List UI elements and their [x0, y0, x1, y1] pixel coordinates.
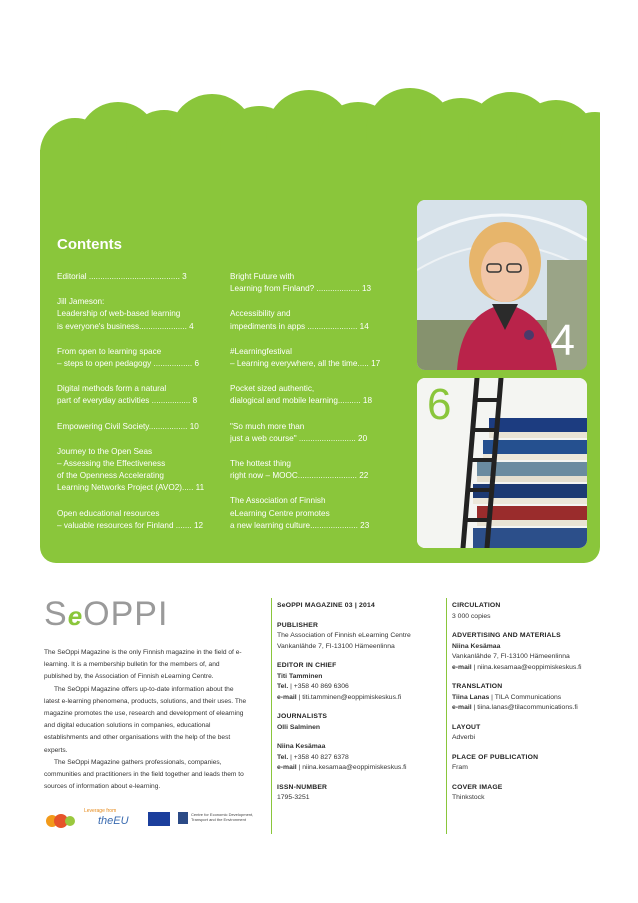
contents-entry-line: Open educational resources: [57, 508, 160, 518]
journalist-name-1: Olli Salminen: [277, 723, 321, 731]
contents-entry-line: – Assessing the Effectiveness: [57, 459, 166, 469]
logo-letter-s: S: [44, 595, 68, 633]
publisher-heading: PUBLISHER: [277, 621, 319, 629]
translation-heading: TRANSLATION: [452, 683, 503, 690]
editor-tel-label: Tel.: [277, 683, 289, 690]
contents-entry[interactable]: [57, 383, 222, 407]
contents-entry-line: right now – MOOC.......................... 22: [230, 471, 369, 481]
contents-entry-line: part of everyday activities ................. 8: [57, 396, 198, 406]
masthead-column-middle: [277, 601, 437, 813]
advertising-name: Niina Kesämaa: [452, 642, 501, 650]
editor-name: Titi Tamminen: [277, 672, 323, 680]
advertising-email: | niina.kesamaa@eoppimiskeskus.fi: [473, 663, 582, 671]
contents-heading: Contents: [57, 236, 122, 253]
contents-entry-line: eLearning Centre promotes: [230, 508, 330, 518]
journalist-name-2: Niina Kesämaa: [277, 743, 326, 750]
contents-entry-line: is everyone's business..................... 4: [57, 321, 194, 331]
publisher-name: The Association of Finnish eLearning Centre: [277, 632, 411, 639]
contents-entry-line: a new learning culture..................... 23: [230, 520, 370, 530]
journalist-tel-label: Tel.: [277, 753, 289, 761]
contents-entry[interactable]: [57, 296, 222, 333]
contents-entry-line: – valuable resources for Finland ....... 12: [57, 520, 204, 530]
editor-email-label: e-mail: [277, 693, 297, 701]
contents-entry-line: Learning Networks Project (AVO2)..... 11: [57, 483, 205, 493]
about-paragraph-2: The SeOppi Magazine offers up-to-date information about the latest e-learning phenomena, products, solutions, and their uses. The magazine promotes the use, research and development of elearning and digital education solutions in companies, educational establishments and other organisations with the help of the best experts.: [44, 685, 247, 754]
journalist-email: | niina.kesamaa@eoppimiskeskus.fi: [298, 764, 407, 771]
contents-entry-line: From open to learning space: [57, 346, 162, 356]
editor-heading: EDITOR IN CHIEF: [277, 662, 337, 669]
masthead-column-right: [452, 601, 617, 813]
contents-entry[interactable]: [230, 421, 395, 445]
contents-entry[interactable]: [230, 495, 395, 532]
portrait-page-number: 4: [550, 316, 575, 365]
layout-heading: LAYOUT: [452, 723, 481, 731]
contents-entry[interactable]: [57, 508, 222, 532]
contents-entry-line: Bright Future with: [230, 272, 295, 281]
column-divider: [446, 598, 447, 834]
layout-value: Adverbi: [452, 734, 476, 741]
publisher-address: Vankanlähde 7, FI-13100 Hämeenlinna: [277, 642, 395, 650]
advertising-heading: ADVERTISING AND MATERIALS: [452, 632, 561, 639]
editor-tel: | +358 40 869 6306: [290, 683, 349, 690]
editor-email: | titi.tamminen@eoppimiskeskus.fi: [298, 693, 402, 701]
books-ladder-photo: [417, 378, 587, 548]
contents-entry-line: Empowering Civil Society................. 10: [57, 421, 199, 431]
contents-entry-line: just a web course" ......................... 20: [230, 433, 368, 443]
the-eu-text: theEU: [98, 815, 129, 827]
ministry-logo: [178, 812, 264, 832]
logo-word-oppi: OPPI: [83, 595, 169, 633]
issn-value: 1795-3251: [277, 794, 310, 801]
contents-entry[interactable]: [230, 271, 395, 295]
journalists-heading: JOURNALISTS: [277, 713, 328, 720]
journalist-tel: | +358 40 827 6378: [290, 753, 349, 761]
partner-logos: [44, 808, 264, 834]
books-page-number: 6: [427, 380, 452, 429]
advertising-address: Vankanlähde 7, FI-13100 Hämeenlinna: [452, 653, 570, 660]
avo2-logo-icon: [44, 811, 78, 831]
journalist-email-label: e-mail: [277, 764, 297, 771]
contents-entry-line: dialogical and mobile learning.......... 18: [230, 396, 373, 406]
contents-entry[interactable]: [230, 458, 395, 482]
leverage-text: Leverage from: [84, 808, 117, 814]
place-value: Fram: [452, 764, 468, 771]
column-divider: [271, 598, 272, 834]
translation-name: Tiina Lanas: [452, 693, 490, 701]
magazine-description: [44, 647, 248, 793]
contents-entry-line: The Association of Finnish: [230, 496, 326, 506]
translation-email-label: e-mail: [452, 704, 472, 711]
place-heading: PLACE OF PUBLICATION: [452, 753, 539, 761]
contents-entry[interactable]: [57, 446, 222, 495]
contents-entry-line: Leadership of web-based learning: [57, 309, 181, 319]
contents-entry[interactable]: [57, 421, 222, 433]
contents-column-left: [57, 271, 222, 545]
about-paragraph-3: The SeOppi Magazine gathers professionals, companies, communities and practitioners in the field together and leads them to sources of information about e-learning.: [44, 758, 244, 791]
contents-column-right: [230, 271, 395, 545]
contents-entry-line: impediments in apps ...................... 14: [230, 321, 369, 331]
circulation-value: 3 000 copies: [452, 612, 491, 620]
advertising-email-label: e-mail: [452, 663, 472, 671]
circulation-heading: CIRCULATION: [452, 602, 501, 609]
contents-entry-line: The hottest thing: [230, 459, 291, 469]
cover-image-heading: COVER IMAGE: [452, 783, 503, 791]
ministry-emblem-icon: [178, 812, 188, 824]
contents-entry-line: – Learning everywhere, all the time..... 17: [230, 359, 381, 369]
translation-company: | TILA Communications: [491, 693, 562, 701]
eu-flag-icon: [148, 812, 170, 826]
contents-entry-line: "So much more than: [230, 421, 305, 431]
ministry-text: Centre for Economic Development, Transport and the Environment: [191, 812, 254, 822]
contents-entry-line: Pocket sized authentic,: [230, 384, 315, 394]
leverage-eu-logo: [84, 808, 144, 834]
logo-letter-e: e: [67, 601, 84, 631]
contents-entry[interactable]: [57, 271, 222, 283]
contents-entry-line: Accessibility and: [230, 309, 291, 319]
contents-entry-line: – steps to open pedagogy ................. 6: [57, 359, 200, 369]
contents-entry[interactable]: [57, 346, 222, 370]
contents-entry-line: #Learningfestival: [230, 346, 292, 356]
about-paragraph-1: The SeOppi Magazine is the only Finnish magazine in the field of e-learning. It is a membership bulletin for the members of, and published by, the Association of Finnish eLearning Centre.: [44, 649, 242, 681]
contents-entry[interactable]: [230, 346, 395, 370]
cover-portrait-photo: [417, 200, 587, 370]
translation-email: | tiina.lanas@tilacommunications.fi: [473, 704, 578, 711]
seoppi-logo: [44, 595, 168, 634]
contents-entry-line: Jill Jameson:: [57, 297, 105, 307]
cover-image-value: Thinkstock: [452, 794, 485, 801]
contents-entry-line: Journey to the Open Seas: [57, 446, 153, 456]
issue-heading: SeOPPI MAGAZINE 03 | 2014: [277, 602, 375, 609]
contents-entry[interactable]: [230, 308, 395, 332]
contents-entry-line: Learning from Finland? ................... 13: [230, 284, 372, 294]
issn-heading: ISSN-NUMBER: [277, 783, 328, 791]
contents-entry-line: Digital methods form a natural: [57, 384, 167, 394]
contents-entry-line: Editorial ........................................ 3: [57, 272, 187, 281]
scalloped-top-decoration: [40, 40, 600, 160]
contents-entry-line: of the Openness Accelerating: [57, 471, 164, 481]
contents-entry[interactable]: [230, 383, 395, 407]
